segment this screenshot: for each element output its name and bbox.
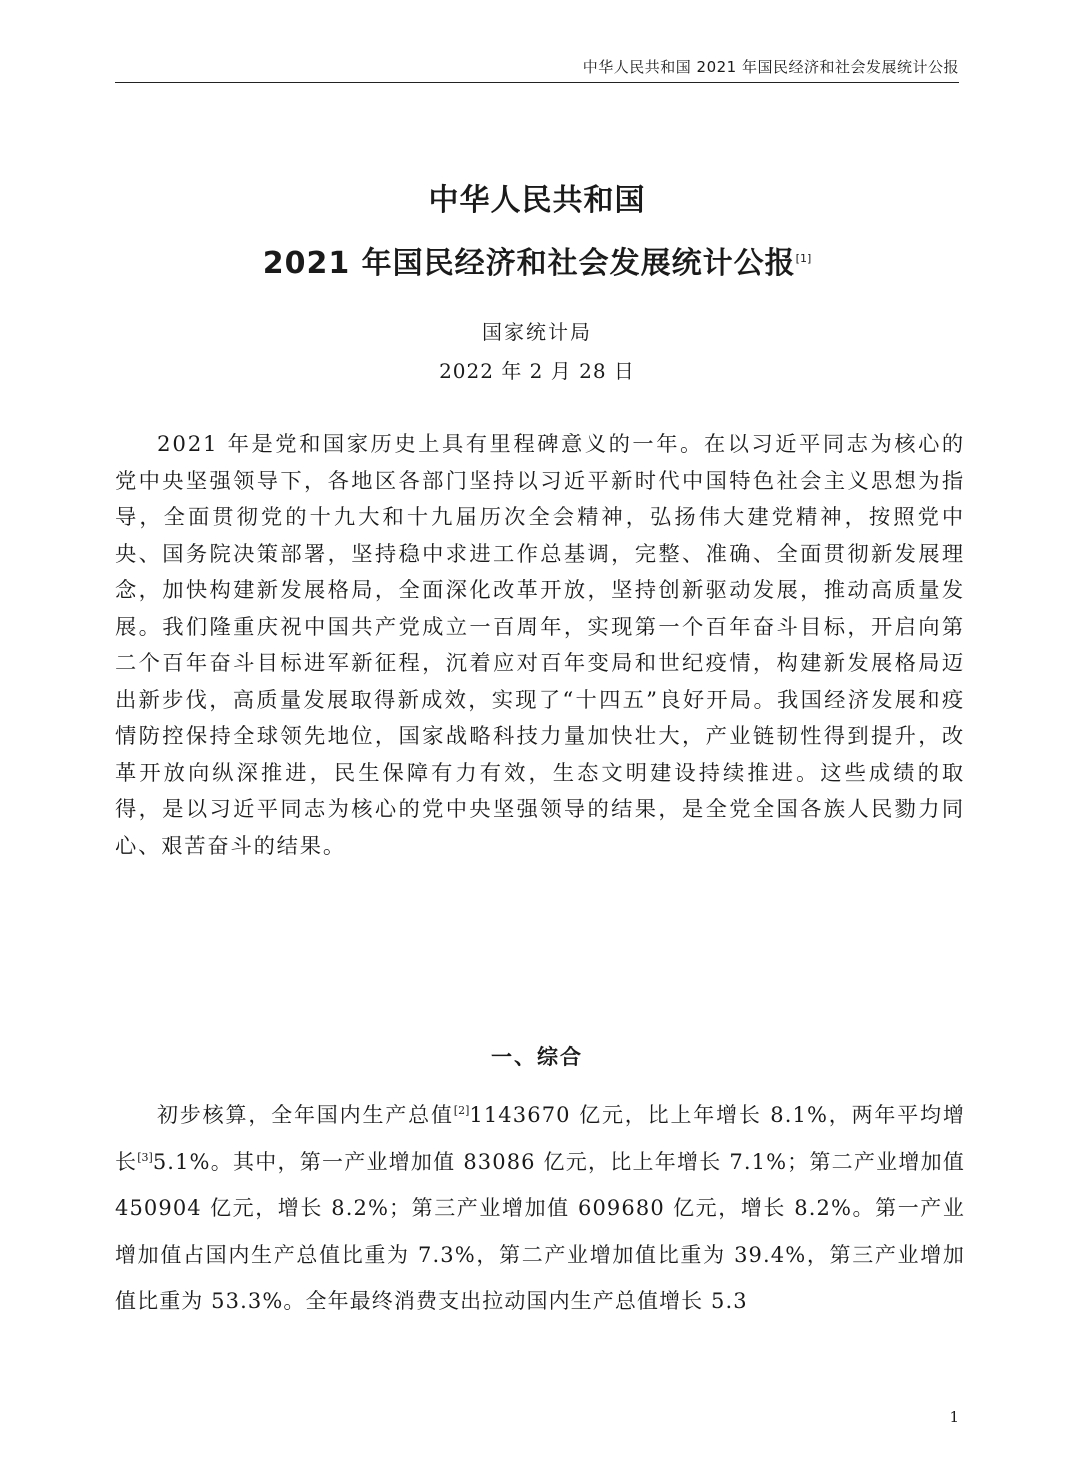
- paragraph-text-2: 1143670 亿元，比上年增长 8.1%，两年平均增长: [115, 1103, 965, 1174]
- footnote-mark-3[interactable]: [3]: [137, 1150, 153, 1164]
- author: 国家统计局: [482, 320, 592, 344]
- intro-paragraph: 2021 年是党和国家历史上具有里程碑意义的一年。在以习近平同志为核心的党中央坚强领导下，各地区各部门坚持以习近平新时代中国特色社会主义思想为指导，全面贯彻党的十九大和十九届历次全会精神，弘扬伟大建党精神，按照党中央、国务院决策部署，坚持稳中求进工作总基调，完整、准确、全面贯彻新发展理念，加快构建新发展格局，全面深化改革开放，坚持创新驱动发展，推动高质量发展。我们隆重庆祝中国共产党成立一百周年，实现第一个百年奋斗目标，开启向第二个百年奋斗目标进军新征程，沉着应对百年变局和世纪疫情，构建新发展格局迈出新步伐，高质量发展取得新成效，实现了“十四五”良好开局。我国经济发展和疫情防控保持全球领先地位，国家战略科技力量加快壮大，产业链韧性得到提升，改革开放向纵深推进，民生保障有力有效，生态文明建设持续推进。这些成绩的取得，是以习近平同志为核心的党中央坚强领导的结果，是全党全国各族人民勠力同心、艰苦奋斗的结果。: [115, 432, 965, 859]
- title-line-2-text: 2021 年国民经济和社会发展统计公报: [262, 246, 796, 281]
- footnote-mark-2[interactable]: [2]: [453, 1104, 470, 1117]
- header-rule: [115, 82, 959, 83]
- paragraph-text-1: 初步核算，全年国内生产总值: [157, 1103, 454, 1127]
- publication-date: 2022 年 2 月 28 日: [439, 359, 635, 383]
- running-header: 中华人民共和国 2021 年国民经济和社会发展统计公报: [582, 58, 959, 76]
- section-heading: 一、综合: [491, 1045, 583, 1069]
- paragraph-text-3: 5.1%。其中，第一产业增加值 83086 亿元，比上年增长 7.1%；第二产业增加值 450904 亿元，增长 8.2%；第三产业增加值 609680 亿元，增长 8.2%。第一产业增加值占国内生产总值比重为 7.3%，第二产业增加值比重为 39.4%，第三产业增加值比重为 53.3%。全年最终消费支出拉动国内生产总值增长 5.3: [115, 1149, 965, 1313]
- page-number: 1: [949, 1408, 959, 1426]
- section-paragraph: [115, 1092, 965, 1325]
- title-footnote-mark[interactable]: [1]: [795, 252, 812, 265]
- title-line-2: [115, 230, 959, 293]
- document-title: [115, 172, 959, 293]
- title-line-1: 中华人民共和国: [428, 183, 646, 218]
